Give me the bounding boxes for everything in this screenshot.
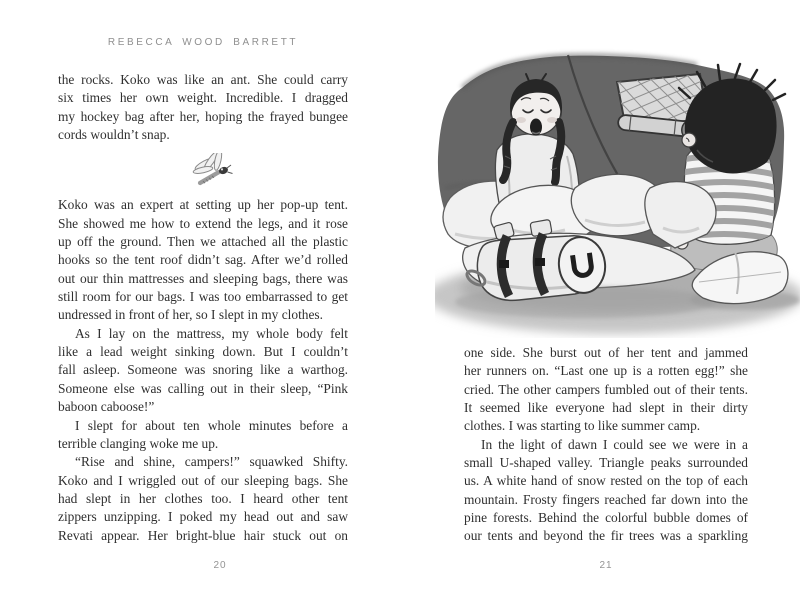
dragonfly-icon — [192, 153, 240, 187]
text-line: hooks so the tent roof didn’t sag. After we’d rolled — [58, 252, 348, 268]
left-text-column — [58, 71, 348, 545]
text-line: undressed in front of her, so I slept in my clothes. — [58, 307, 323, 323]
strap-buckle-left — [499, 260, 509, 268]
text-line: small U-shaped valley. Triangle peaks surrounded — [464, 455, 748, 471]
text-line: six times her own weight. Incredible. I dragged — [58, 90, 348, 106]
text-line: “Rise and shine, campers!” squawked Shifty. — [75, 454, 348, 470]
text-line: fall asleep. Someone was snoring like a warthog. — [58, 362, 348, 378]
running-header: REBECCA WOOD BARRETT — [107, 37, 299, 48]
text-line: our tents and beyond the fir trees was a sparkling — [464, 528, 748, 544]
text-line: one side. She burst out of her tent and jammed — [464, 345, 748, 360]
text-line: up off the ground. Then we attached all the plastic — [58, 234, 348, 250]
text-line: cried. The other campers fumbled out of their tents. — [464, 381, 748, 397]
text-line: It seemed like everyone had slept in their dirty — [464, 400, 748, 416]
text-line: mountain. Frosty fingers reached far down into the — [464, 491, 748, 507]
tent-illustration-svg — [435, 38, 800, 338]
text-line: had slept in her clothes too. I heard other tent — [58, 490, 348, 506]
dragonfly-ornament — [58, 144, 348, 196]
text-line: zippers unzipping. I poked my head out and saw — [58, 509, 348, 525]
text-line: Koko and I wriggled out of our sleeping bags. She — [58, 472, 348, 488]
page-number-left: 20 — [213, 560, 227, 571]
text-line: As I lay on the mattress, my whole body felt — [75, 325, 348, 341]
text-line: like a lead weight sinking down. But I couldn’t — [58, 344, 348, 360]
text-line: In the light of dawn I could see we were in a — [481, 436, 748, 452]
text-line: us. A white hand of snow rested on the top of each — [464, 473, 748, 489]
text-line: Revati appear. Her bright-blue hair stuck out on — [58, 527, 348, 543]
text-line: out our thin mattresses and sleeping bags, there was — [58, 270, 348, 286]
text-line: the rocks. Koko was like an ant. She could carry — [58, 72, 348, 87]
text-line: her runners on. “Last one up is a rotten egg!” she — [464, 363, 748, 379]
text-line: baboon caboose!” — [58, 399, 155, 415]
tent-illustration — [435, 38, 800, 338]
right-text-column — [464, 344, 748, 546]
text-line: still room for our bags. I was too embarrassed to get — [58, 289, 348, 305]
text-line: I slept for about ten whole minutes before a — [75, 417, 348, 433]
text-line: pine forests. Behind the colorful bubble domes of — [464, 510, 748, 526]
text-line: Someone else was calling out in their sleep, “Pink — [58, 380, 348, 396]
text-line: cords wouldn’t snap. — [58, 127, 170, 143]
text-line: terrible clanging woke me up. — [58, 435, 219, 451]
text-line: my hockey bag after her, hoping the frayed bungee — [58, 108, 348, 124]
page-number-right: 21 — [599, 560, 613, 571]
text-line: Koko was an expert at setting up her pop-up tent. — [58, 197, 348, 213]
text-line: clothes. I was starting to like summer camp. — [464, 418, 701, 434]
strap-buckle-right — [535, 258, 545, 266]
text-line: She showed me how to extend the legs, and it rose — [58, 215, 348, 231]
